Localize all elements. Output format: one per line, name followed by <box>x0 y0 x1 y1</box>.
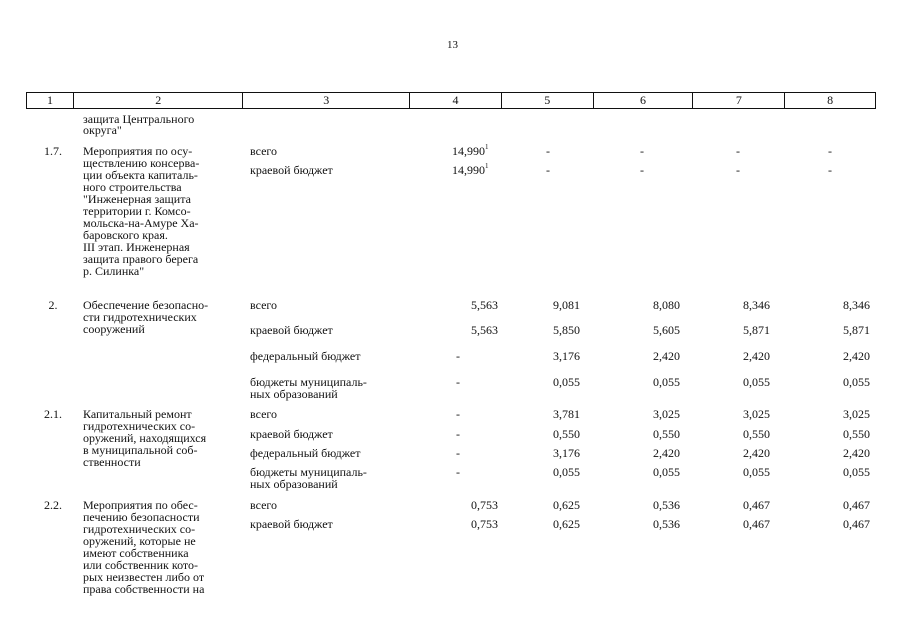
dash-cell: - <box>640 144 644 158</box>
source-label: краевой бюджет <box>250 517 333 531</box>
value-cell: 3,025 <box>653 407 680 421</box>
value-cell: 0,055 <box>553 465 580 479</box>
value-cell: 0,467 <box>843 517 870 531</box>
source-label: всего <box>250 298 278 312</box>
source-label: всего <box>250 407 278 421</box>
value-cell: 0,055 <box>653 375 680 389</box>
value-cell: 0,753 <box>471 498 498 512</box>
dash-cell: - <box>736 163 740 177</box>
continuation-text: округа" <box>83 123 122 137</box>
footnote-mark: 1 <box>485 162 489 170</box>
value-cell: 3,025 <box>843 407 870 421</box>
value-cell: 0,055 <box>843 465 870 479</box>
row-name-line: сооружений <box>83 322 145 336</box>
header-cell: 8 <box>827 93 834 107</box>
row-name-line: имеют собственника <box>83 546 189 560</box>
row-name-line: баровского края. <box>83 228 168 242</box>
value-cell: 5,563 <box>471 323 498 337</box>
header-cell: 3 <box>243 93 410 108</box>
header-cell: 6 <box>594 93 694 108</box>
value-cell: 0,467 <box>843 498 870 512</box>
value-cell: 0,550 <box>743 427 770 441</box>
row-name-line: ного строительства <box>83 180 182 194</box>
value-cell: 5,850 <box>553 323 580 337</box>
footnote-mark: 1 <box>485 143 489 151</box>
source-label: ных образований <box>250 387 338 401</box>
value-cell: - <box>456 407 460 421</box>
value-cell: 0,625 <box>553 498 580 512</box>
value-cell: 0,055 <box>743 465 770 479</box>
value-cell: - <box>456 375 460 389</box>
row-name-line: гидротехнических со- <box>83 419 196 433</box>
value-cell: 0,550 <box>843 427 870 441</box>
row-name-line: Мероприятия по осу- <box>83 144 193 158</box>
row-name-line: оружений, находящихся <box>83 431 207 445</box>
row-name-line: ции объекта капиталь- <box>83 168 198 182</box>
value-cell: - <box>456 349 460 363</box>
value-cell: - <box>456 427 460 441</box>
continuation-text: защита Центрального <box>83 112 195 126</box>
value-cell: 0,550 <box>553 427 580 441</box>
row-number: 2.2. <box>44 498 62 512</box>
source-label: всего <box>250 144 278 158</box>
dash-cell: - <box>640 163 644 177</box>
value-cell: 2,420 <box>653 446 680 460</box>
dash-cell: - <box>736 144 740 158</box>
value-cell: 14,990$^1$ <box>452 162 489 177</box>
header-cell: 2 <box>74 93 244 108</box>
row-number: 1.7. <box>44 144 62 158</box>
value-cell: 0,055 <box>843 375 870 389</box>
row-name-line: сти гидротехнических <box>83 310 197 324</box>
value-cell: 3,025 <box>743 407 770 421</box>
row-name-line: территории г. Комсо- <box>83 204 191 218</box>
value-cell: 0,753 <box>471 517 498 531</box>
row-name-line: защита правого берега <box>83 252 199 266</box>
source-label: федеральный бюджет <box>250 446 361 460</box>
row-name-line: или собственник кото- <box>83 558 198 572</box>
header-cell: 4 <box>410 93 502 108</box>
row-name-line: Мероприятия по обес- <box>83 498 198 512</box>
value-cell: 5,563 <box>471 298 498 312</box>
row-number: 2. <box>48 298 58 312</box>
row-name-line: ществлению консерва- <box>83 156 200 170</box>
row-name-line: ственности <box>83 455 141 469</box>
row-name-line: гидротехнических со- <box>83 522 196 536</box>
value-cell: 3,781 <box>553 407 580 421</box>
source-label: бюджеты муниципаль- <box>250 465 367 479</box>
value-cell: 0,536 <box>653 517 680 531</box>
value-cell: 8,080 <box>653 298 680 312</box>
value-cell: 0,055 <box>743 375 770 389</box>
row-name-line: печению безопасности <box>83 510 200 524</box>
source-label: всего <box>250 498 278 512</box>
row-name-line: "Инженерная защита <box>83 192 191 206</box>
row-name-line: III этап. Инженерная <box>83 240 190 254</box>
value-cell: 3,176 <box>553 349 580 363</box>
header-cell: 1 <box>27 93 74 108</box>
dash-cell: - <box>828 144 832 158</box>
value-cell: 3,176 <box>553 446 580 460</box>
page-number: 13 <box>447 39 458 51</box>
header-cell: 5 <box>502 93 594 108</box>
value-cell: 0,550 <box>653 427 680 441</box>
row-name-line: рых неизвестен либо от <box>83 570 205 584</box>
row-name-line: Обеспечение безопасно- <box>83 298 209 312</box>
row-name-line: мольска-на-Амуре Ха- <box>83 216 199 230</box>
value-cell: 2,420 <box>653 349 680 363</box>
source-label: бюджеты муниципаль- <box>250 375 367 389</box>
value-cell: 0,625 <box>553 517 580 531</box>
source-label: краевой бюджет <box>250 427 333 441</box>
value-cell: 2,420 <box>843 446 870 460</box>
dash-cell: - <box>546 163 550 177</box>
value-cell: 0,055 <box>553 375 580 389</box>
value-cell: 0,467 <box>743 517 770 531</box>
source-label: ных образований <box>250 477 338 491</box>
dash-cell: - <box>546 144 550 158</box>
source-label: краевой бюджет <box>250 323 333 337</box>
value-cell: 0,467 <box>743 498 770 512</box>
value-cell: 5,605 <box>653 323 680 337</box>
value-cell: 8,346 <box>843 298 870 312</box>
dash-cell: - <box>828 163 832 177</box>
value-cell: 5,871 <box>843 323 870 337</box>
value-cell: 14,990$^1$ <box>452 143 489 158</box>
row-name-line: права собственности на <box>83 582 205 596</box>
value-cell: 0,055 <box>653 465 680 479</box>
value-cell: 0,536 <box>653 498 680 512</box>
value-cell: - <box>456 446 460 460</box>
value-cell: 2,420 <box>743 446 770 460</box>
value-cell: 9,081 <box>553 298 580 312</box>
value-cell: 5,871 <box>743 323 770 337</box>
value-cell: 8,346 <box>743 298 770 312</box>
row-name-line: р. Силинка" <box>83 264 145 278</box>
table-header-row <box>26 92 876 109</box>
source-label: краевой бюджет <box>250 163 333 177</box>
source-label: федеральный бюджет <box>250 349 361 363</box>
value-cell: 2,420 <box>743 349 770 363</box>
row-name-line: оружений, которые не <box>83 534 196 548</box>
row-name-line: Капитальный ремонт <box>83 407 192 421</box>
value-cell: 2,420 <box>843 349 870 363</box>
row-name-line: в муниципальной соб- <box>83 443 198 457</box>
value-cell: - <box>456 465 460 479</box>
row-number: 2.1. <box>44 407 62 421</box>
header-cell: 7 <box>693 93 785 108</box>
